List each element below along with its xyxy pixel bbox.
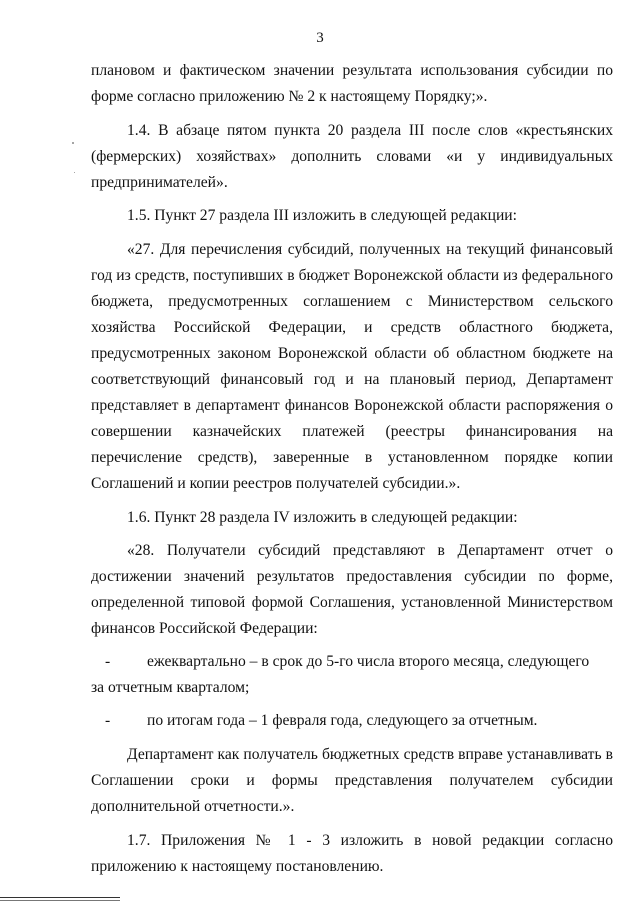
scan-speck — [74, 172, 75, 173]
dash-item-text: ежеквартально – в срок до 5-го числа второго месяца, следующего — [147, 653, 590, 670]
dash-item-continuation: за отчетным кварталом; — [91, 679, 250, 696]
paragraph-item-1-5: 1.5. Пункт 27 раздела III изложить в следующей редакции: — [127, 207, 517, 224]
scan-speck — [72, 142, 74, 144]
paragraph-point-27: «27. Для перечисления субсидий, полученных на текущий финансовый год из средств, поступивших в бюджет Воронежской области из федерального бюджета, предусмотренных соглашением с Министерством сельского хозяйства Российской Федерации, и средств областного бюджета, предусмотренных законом Воронежской области об областном бюджете на соответствующий финансовый год и на плановый период, Департамент представляет в департамент финансов Воронежской области распоряжения о совершении казначейских платежей (реестры финансирования на перечисление средств), заверенные в установленном порядке копии Соглашений и копии реестров получателей субсидии.». — [91, 241, 613, 492]
paragraph-item-1-4: 1.4. В абзаце пятом пункта 20 раздела III после слов «крестьянских (фермерских) хозяйствах» дополнить словами «и у индивидуальных предпринимателей». — [91, 122, 613, 191]
footer-rule — [0, 897, 120, 898]
dash-item-text: по итогам года – 1 февраля года, следующего за отчетным. — [147, 712, 538, 729]
paragraph-item-1-7: 1.7. Приложения № 1 - 3 изложить в новой редакции согласно приложению к настоящему постановлению. — [91, 832, 613, 875]
footer-rule-secondary — [0, 900, 120, 901]
paragraph-continuation: плановом и фактическом значении результата использования субсидии по форме согласно приложению № 2 к настоящему Порядку;». — [91, 62, 613, 105]
paragraph-item-1-6: 1.6. Пункт 28 раздела IV изложить в следующей редакции: — [127, 509, 518, 526]
document-body — [91, 58, 613, 880]
dash-marker: - — [105, 712, 111, 729]
dash-list-item-quarterly — [91, 649, 613, 701]
paragraph-department-rights: Департамент как получатель бюджетных средств вправе устанавливать в Соглашении сроки и формы представления получателем субсидии дополнительной отчетности.». — [91, 746, 613, 815]
dash-marker: - — [105, 653, 111, 670]
paragraph-point-28: «28. Получатели субсидий представляют в Департамент отчет о достижении значений результатов предоставления субсидии по форме, определенной типовой формой Соглашения, установленной Министерством финансов Российской Федерации: — [91, 542, 613, 637]
page-number: 3 — [316, 30, 324, 46]
dash-list-item-annual — [91, 708, 613, 734]
